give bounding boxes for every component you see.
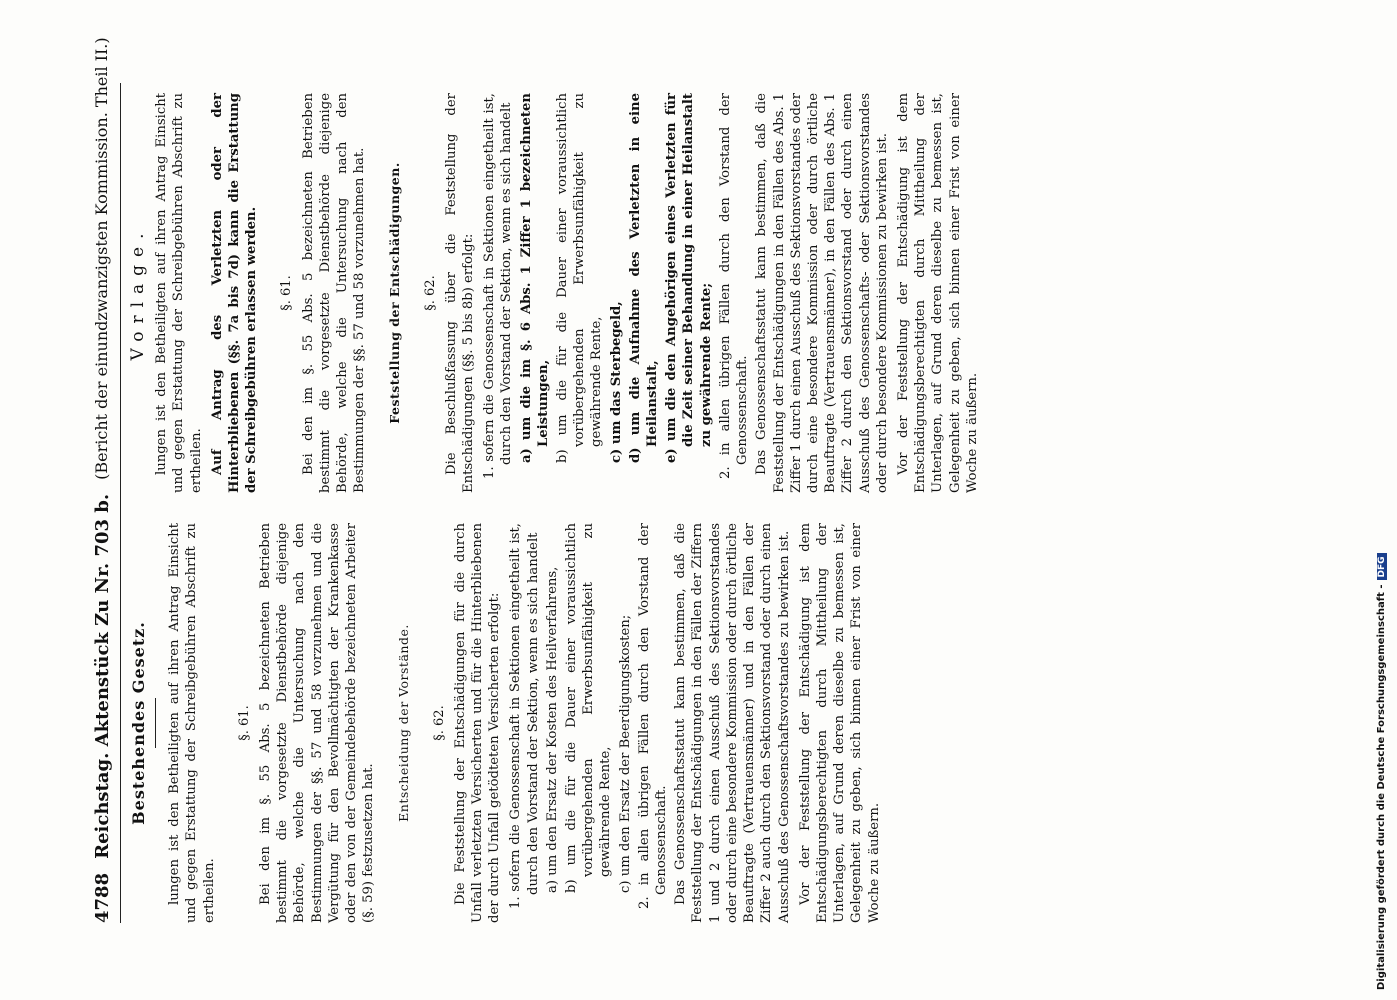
report-title: (Bericht der einundzwanzigsten Kommission. Theil II.) <box>92 37 111 480</box>
proposal-heading: Vorlage. <box>128 225 148 361</box>
list-item-2: 2. in allen übrigen Fällen durch den Vorstand der Genossenschaft. <box>636 523 670 909</box>
paragraph-62-label: §. 62. <box>422 275 438 311</box>
watermark-text: Digitalisierung gefördert durch die Deutsche Forschungsgemeinschaft - <box>1376 584 1387 990</box>
paragraph-62-intro: Die Beschlußfassung über die Feststellung der Entschädigungen (§§. 5 bis 8b) erfolgt: <box>443 93 477 493</box>
page-number: 4788 <box>92 872 113 923</box>
document-title: Reichstag. Aktenstück Zu Nr. 703 b. <box>92 493 113 859</box>
existing-law-heading: Bestehendes Gesetz. <box>129 621 148 825</box>
paragraph-61-text: Bei den im §. 55 Abs. 5 bezeichneten Betrieben bestimmt die vorgesetzte Dienstbehörde diejenige Behörde, welche die Untersuchung nach den Bestimmungen der §§. 57 und 58 vorzunehmen und die Vergütung für den Bevollmächtigten der Krankenkasse oder den von der Gemeindebehörde bezeichneten Arbeiter (§. 59) festzusetzen hat. <box>258 523 377 923</box>
running-header <box>92 37 118 923</box>
paragraph-61-label: §. 61. <box>236 705 252 741</box>
list-item-1a: a) um die im §. 6 Abs. 1 Ziffer 1 bezeichneten Leistungen, <box>518 93 551 463</box>
list-item-1c: c) um das Sterbegeld, <box>608 301 624 463</box>
heading-divider <box>155 698 156 748</box>
proposal-column <box>126 93 985 493</box>
section-title: Entscheidung der Vorstände. <box>396 624 412 822</box>
list-item-2: 2. in allen übrigen Fällen durch den Vorstand der Genossenschaft. <box>717 93 751 479</box>
intro-amendment: Auf Antrag des Verletzten oder der Hinterbliebenen (§§. 7a bis 7d) kann die Erstattung der Schreibgebühren erlassen werden. <box>209 93 260 493</box>
existing-law-column <box>126 523 887 923</box>
list-item-1: 1. sofern die Genossenschaft in Sektionen eingetheilt ist, durch den Vorstand der Sektion, wenn es sich handelt <box>508 523 541 909</box>
paragraph-statute: Das Genossenschaftsstatut kann bestimmen, daß die Feststellung der Entschädigungen in den Fällen des Abs. 1 Ziffer 1 durch einen Ausschuß des Sektionsvorstandes oder durch eine besondere Kommission oder durch örtliche Beauftragte (Vertrauensmänner), in den Fällen des Abs. 1 Ziffer 2 durch den Sektionsvorstand oder durch einen Ausschuß des Genossenschafts- oder Sektionsvorstandes oder durch besondere Kommissionen zu bewirken ist. <box>754 93 890 493</box>
paragraph-62-intro: Die Feststellung der Entschädigungen für die durch Unfall verletzten Versicherten und für die Hinterbliebenen der durch Unfall getödteten Versicherten erfolgt: <box>452 523 503 923</box>
digitization-watermark <box>1376 553 1387 990</box>
intro-paragraph: lungen ist den Betheiligten auf ihren Antrag Einsicht und gegen Erstattung der Schreibgebühren Abschrift zu ertheilen. <box>167 523 217 923</box>
section-title: Feststellung der Entschädigungen. <box>387 162 403 424</box>
paragraph-statute: Das Genossenschaftsstatut kann bestimmen, daß die Feststellung der Entschädigungen in den Fällen der Ziffern 1 und 2 durch einen Ausschuß des Sektionsvorstandes oder durch eine besondere Kommission oder durch örtliche Beauftragte (Vertrauensmänner) und in den Fällen der Ziffer 2 auch durch den Sektionsvorstand oder durch einen Ausschuß des Genossenschaftsvorstandes zu bewirken ist. <box>673 523 792 923</box>
list-item-1: 1. sofern die Genossenschaft in Sektionen eingetheilt ist, durch den Vorstand der Sektion, wenn es sich handelt <box>482 93 515 479</box>
paragraph-notice: Vor der Feststellung der Entschädigung ist dem Entschädigungsberechtigten durch Mittheilung der Unterlagen, auf Grund deren dieselbe zu bemessen ist, Gelegenheit zu geben, sich binnen einer Frist von einer Woche zu äußern. <box>797 523 882 923</box>
list-item-1e: e) um die den Angehörigen eines Verletzten für die Zeit seiner Behandlung in einer Heilanstalt zu gewährende Rente; <box>664 93 714 463</box>
paragraph-62-label: §. 62. <box>431 705 447 741</box>
list-item-1c: c) um den Ersatz der Beerdigungskosten; <box>617 614 633 893</box>
dfg-logo: DFG <box>1377 553 1387 580</box>
header-rule <box>120 83 121 923</box>
list-item-1a: a) um den Ersatz der Kosten des Heilverfahrens, <box>544 566 560 893</box>
paragraph-notice: Vor der Feststellung der Entschädigung ist dem Entschädigungsberechtigten durch Mittheilung der Unterlagen, auf Grund deren dieselbe zu bemessen ist, Gelegenheit zu geben, sich binnen einer Frist von einer Woche zu äußern. <box>895 93 980 493</box>
paragraph-61-text: Bei den im §. 55 Abs. 5 bezeichneten Betrieben bestimmt die vorgesetzte Dienstbehörde diejenige Behörde, welche die Untersuchung nach den Bestimmungen der §§. 57 und 58 vorzunehmen hat. <box>300 93 368 493</box>
intro-paragraph: lungen ist den Betheiligten auf ihren Antrag Einsicht und gegen Erstattung der Schreibgebühren Abschrift zu ertheilen. <box>154 93 204 493</box>
list-item-1b: b) um die für die Dauer einer voraussichtlich vorübergehenden Erwerbsunfähigkeit zu gewährende Rente, <box>555 93 605 463</box>
rotated-document-page <box>92 37 1082 943</box>
paragraph-61-label: §. 61. <box>279 275 295 311</box>
list-item-1d: d) um die Aufnahme des Verletzten in eine Heilanstalt, <box>627 93 661 463</box>
list-item-1b: b) um die für die Dauer einer voraussichtlich vorübergehenden Erwerbsunfähigkeit zu gewährende Rente, <box>564 523 614 893</box>
